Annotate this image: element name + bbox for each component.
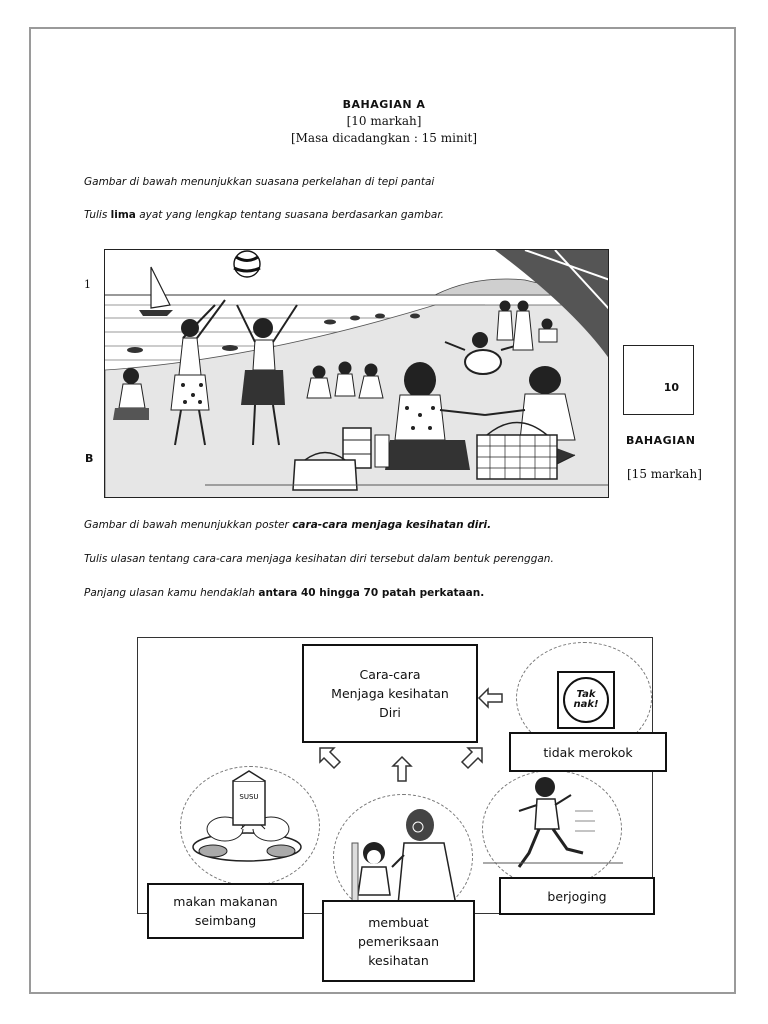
label-tidak-merokok: tidak merokok: [509, 732, 667, 772]
section-b-marks: [15 markah]: [627, 467, 702, 481]
section-b-instruction-2: Tulis ulasan tentang cara-cara menjaga kesihatan diri tersebut dalam bentuk perenggan.: [84, 553, 554, 565]
balanced-meal-icon: [181, 767, 321, 887]
arrow-left-icon: [476, 686, 506, 710]
score-value: 10: [663, 381, 679, 394]
instruction-text: Gambar di bawah menunjukkan poster: [84, 519, 293, 531]
arrow-up-icon: [390, 754, 414, 784]
question-marker: 1: [84, 278, 91, 291]
jogging-boy-icon: [483, 771, 623, 889]
jogging-circle: [482, 770, 622, 888]
section-a-instruction-2: [84, 209, 444, 221]
label-pemeriksaan-kesihatan: membuat pemeriksaan kesihatan: [322, 900, 475, 982]
section-b-title: BAHAGIAN: [626, 434, 696, 447]
label-berjoging: berjoging: [499, 877, 655, 915]
instruction-bold: cara-cara menjaga kesihatan diri.: [292, 519, 492, 531]
instruction-text: Tulis: [84, 209, 111, 221]
no-smoking-sign-icon: [557, 671, 615, 729]
section-a-title: BAHAGIAN A: [342, 98, 426, 111]
section-b-instruction-3: [84, 587, 484, 599]
section-a-time: [Masa dicadangkan : 15 minit]: [290, 131, 478, 145]
health-poster: [137, 637, 653, 968]
beach-picnic-illustration: [104, 249, 609, 498]
instruction-bold: antara 40 hingga 70 patah perkataan.: [258, 587, 485, 599]
beach-ball-icon: [234, 251, 260, 277]
score-box: [623, 345, 694, 415]
poster-center-title: Cara-cara Menjaga kesihatan Diri: [302, 644, 478, 743]
section-b-instruction-1: [84, 519, 491, 531]
arrow-up-left-icon: [316, 744, 344, 772]
section-a-marks: [10 markah]: [346, 114, 422, 128]
section-b-marker: B: [85, 452, 94, 465]
arrow-up-right-icon: [458, 744, 486, 772]
instruction-text: Panjang ulasan kamu hendaklah: [84, 587, 259, 599]
label-makan-seimbang: makan makanan seimbang: [147, 883, 304, 939]
section-a-instruction-1: Gambar di bawah menunjukkan suasana perkelahan di tepi pantai: [84, 176, 435, 188]
instruction-bold: lima: [110, 209, 136, 221]
doctor-patient-icon: [334, 795, 474, 905]
no-smoking-sign-text: Tak nak!: [563, 677, 609, 723]
food-circle: [180, 766, 320, 886]
sailboat-icon: [139, 267, 173, 316]
milk-carton-label: SUSU: [239, 793, 259, 801]
instruction-text: ayat yang lengkap tentang suasana berdasarkan gambar.: [135, 209, 445, 221]
